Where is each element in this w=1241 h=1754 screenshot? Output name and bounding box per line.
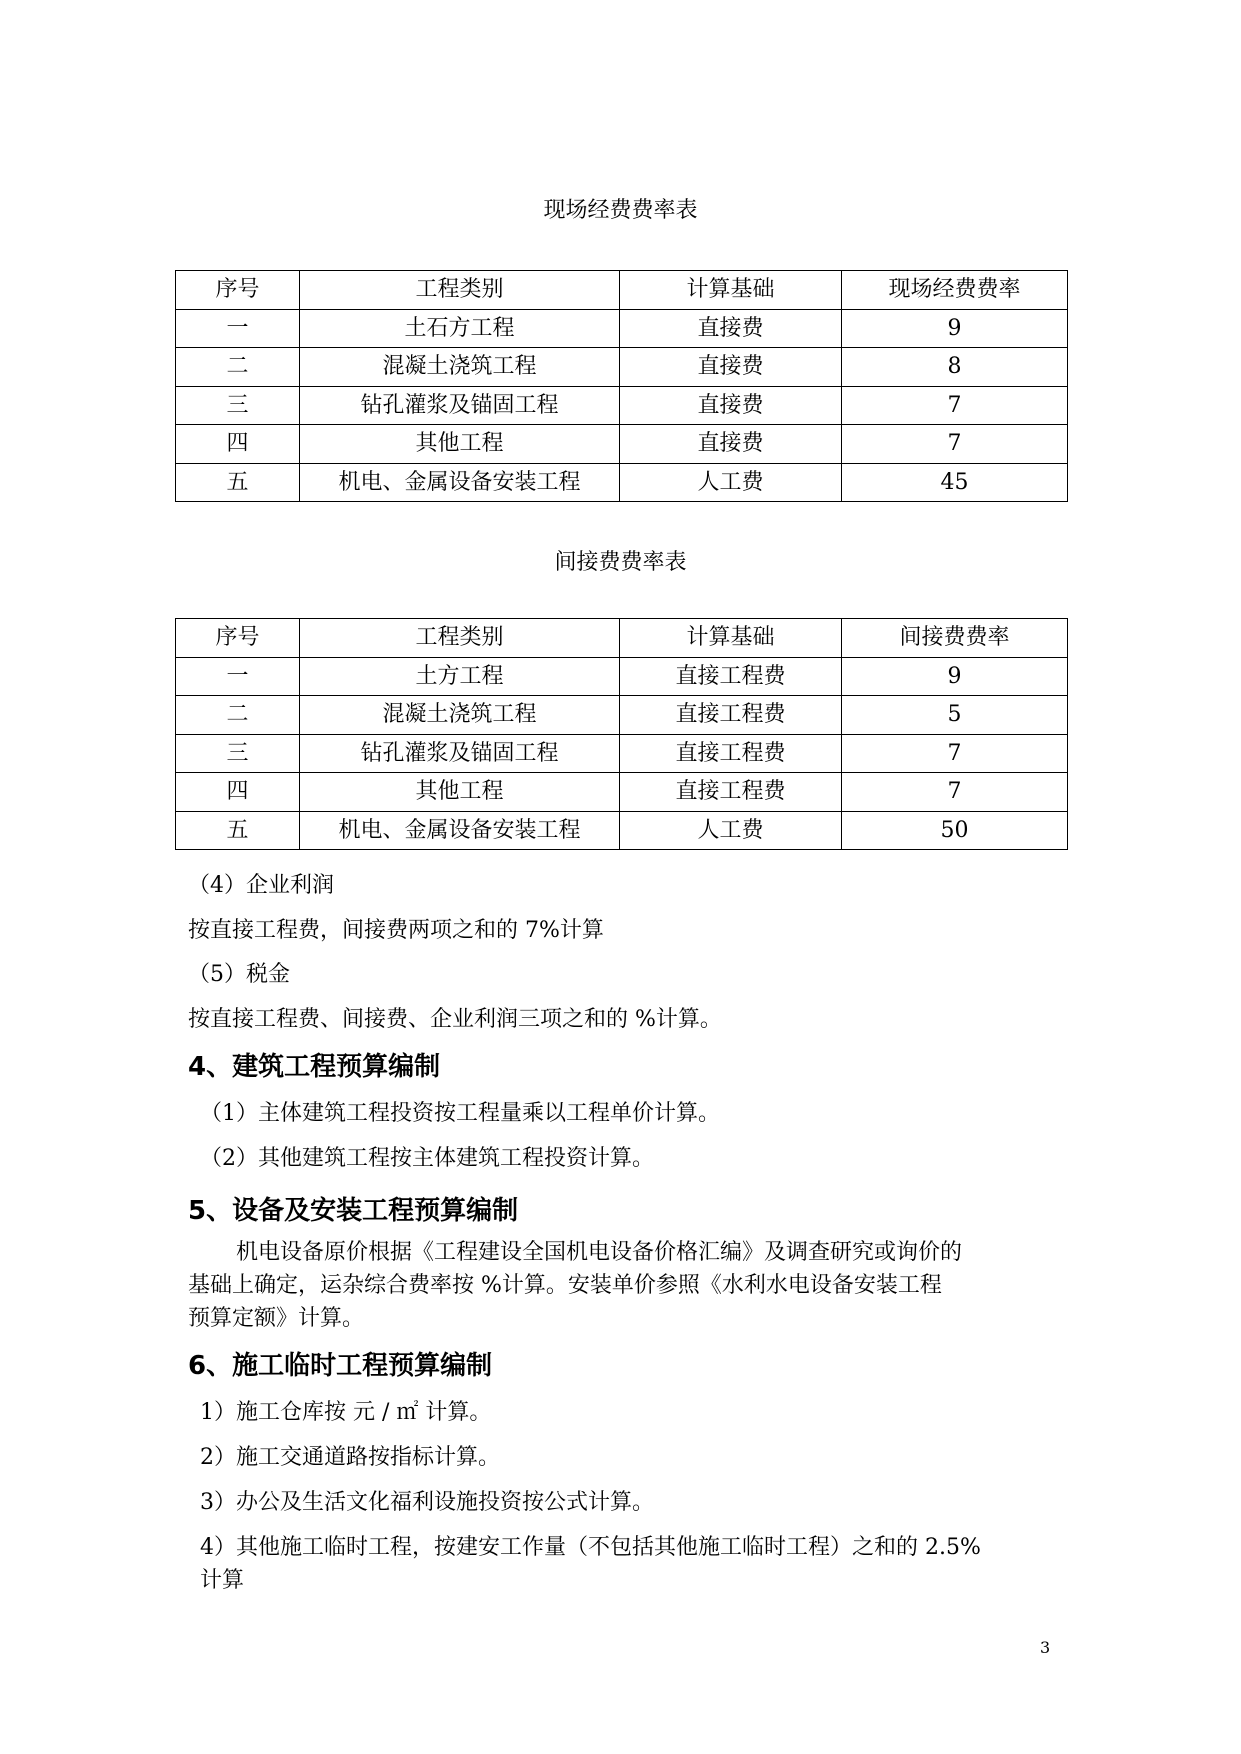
table-row bbox=[176, 348, 1068, 387]
table-row bbox=[176, 657, 1068, 696]
header-cell: 现场经费费率 bbox=[842, 271, 1068, 310]
paragraph-line: 基础上确定，运杂综合费率按 %计算。安装单价参照《水利水电设备安装工程 bbox=[188, 1273, 942, 1298]
section-5-paragraph bbox=[188, 1236, 1058, 1335]
table-cell: 钻孔灌浆及锚固工程 bbox=[300, 386, 620, 425]
indirect-expense-rate-table bbox=[175, 618, 1068, 850]
header-cell: 计算基础 bbox=[620, 619, 842, 658]
table-cell: 9 bbox=[842, 309, 1068, 348]
profit-heading: （4）企业利润 bbox=[188, 873, 334, 898]
table-cell: 8 bbox=[842, 348, 1068, 387]
section-4-item: （2）其他建筑工程按主体建筑工程投资计算。 bbox=[200, 1146, 654, 1171]
table-row bbox=[176, 309, 1068, 348]
table-cell: 四 bbox=[176, 773, 300, 812]
table-row bbox=[176, 386, 1068, 425]
table-cell: 直接工程费 bbox=[620, 773, 842, 812]
section-6-item: 3）办公及生活文化福利设施投资按公式计算。 bbox=[200, 1490, 654, 1515]
header-cell: 工程类别 bbox=[300, 271, 620, 310]
table-cell: 50 bbox=[842, 811, 1068, 850]
table-cell: 土方工程 bbox=[300, 657, 620, 696]
table-cell: 五 bbox=[176, 463, 300, 502]
section-6-title: 6、施工临时工程预算编制 bbox=[188, 1351, 493, 1381]
profit-text: 按直接工程费，间接费两项之和的 7%计算 bbox=[188, 918, 604, 943]
table-cell: 直接工程费 bbox=[620, 734, 842, 773]
table-header-row bbox=[176, 619, 1068, 658]
section-6-continuation: 计算 bbox=[200, 1568, 245, 1593]
table1-caption: 现场经费费率表 bbox=[543, 198, 698, 223]
tax-text: 按直接工程费、间接费、企业利润三项之和的 %计算。 bbox=[188, 1007, 722, 1032]
table-row bbox=[176, 463, 1068, 502]
table-row bbox=[176, 696, 1068, 735]
section-4-item: （1）主体建筑工程投资按工程量乘以工程单价计算。 bbox=[200, 1101, 720, 1126]
table-cell: 45 bbox=[842, 463, 1068, 502]
tax-heading: （5）税金 bbox=[188, 962, 290, 987]
table-cell: 土石方工程 bbox=[300, 309, 620, 348]
table-cell: 直接费 bbox=[620, 309, 842, 348]
table-cell: 7 bbox=[842, 425, 1068, 464]
table-cell: 7 bbox=[842, 386, 1068, 425]
header-cell: 序号 bbox=[176, 271, 300, 310]
table-cell: 机电、金属设备安装工程 bbox=[300, 463, 620, 502]
header-cell: 序号 bbox=[176, 619, 300, 658]
table-cell: 人工费 bbox=[620, 463, 842, 502]
table2-caption: 间接费费率表 bbox=[554, 550, 687, 575]
table-cell: 机电、金属设备安装工程 bbox=[300, 811, 620, 850]
table-header-row bbox=[176, 271, 1068, 310]
header-cell: 工程类别 bbox=[300, 619, 620, 658]
table-cell: 四 bbox=[176, 425, 300, 464]
table-row bbox=[176, 773, 1068, 812]
table-cell: 三 bbox=[176, 734, 300, 773]
table-cell: 其他工程 bbox=[300, 773, 620, 812]
table-cell: 钻孔灌浆及锚固工程 bbox=[300, 734, 620, 773]
site-expense-rate-table bbox=[175, 270, 1068, 502]
table-cell: 9 bbox=[842, 657, 1068, 696]
table-cell: 人工费 bbox=[620, 811, 842, 850]
section-6-item: 1）施工仓库按 元 / ㎡ 计算。 bbox=[200, 1400, 492, 1425]
table-cell: 5 bbox=[842, 696, 1068, 735]
section-6-item: 4）其他施工临时工程，按建安工作量（不包括其他施工临时工程）之和的 2.5% bbox=[200, 1535, 981, 1560]
table-cell: 7 bbox=[842, 773, 1068, 812]
table-cell: 一 bbox=[176, 309, 300, 348]
section-5-title: 5、设备及安装工程预算编制 bbox=[188, 1196, 519, 1226]
table-row bbox=[176, 734, 1068, 773]
table-cell: 混凝土浇筑工程 bbox=[300, 696, 620, 735]
paragraph-line: 预算定额》计算。 bbox=[188, 1306, 365, 1331]
table-cell: 二 bbox=[176, 696, 300, 735]
section-4-title: 4、建筑工程预算编制 bbox=[188, 1052, 441, 1082]
section-6-item: 2）施工交通道路按指标计算。 bbox=[200, 1445, 500, 1470]
paragraph-line: 机电设备原价根据《工程建设全国机电设备价格汇编》及调查研究或询价的 bbox=[236, 1240, 963, 1265]
table-cell: 其他工程 bbox=[300, 425, 620, 464]
table-cell: 7 bbox=[842, 734, 1068, 773]
table-cell: 三 bbox=[176, 386, 300, 425]
table-cell: 混凝土浇筑工程 bbox=[300, 348, 620, 387]
table-row bbox=[176, 425, 1068, 464]
table-cell: 直接费 bbox=[620, 386, 842, 425]
table-cell: 一 bbox=[176, 657, 300, 696]
header-cell: 间接费费率 bbox=[842, 619, 1068, 658]
table-cell: 直接费 bbox=[620, 348, 842, 387]
table-row bbox=[176, 811, 1068, 850]
header-cell: 计算基础 bbox=[620, 271, 842, 310]
table-cell: 二 bbox=[176, 348, 300, 387]
table-cell: 直接工程费 bbox=[620, 657, 842, 696]
page-number: 3 bbox=[1040, 1638, 1051, 1657]
table-cell: 直接费 bbox=[620, 425, 842, 464]
table-cell: 五 bbox=[176, 811, 300, 850]
table-cell: 直接工程费 bbox=[620, 696, 842, 735]
